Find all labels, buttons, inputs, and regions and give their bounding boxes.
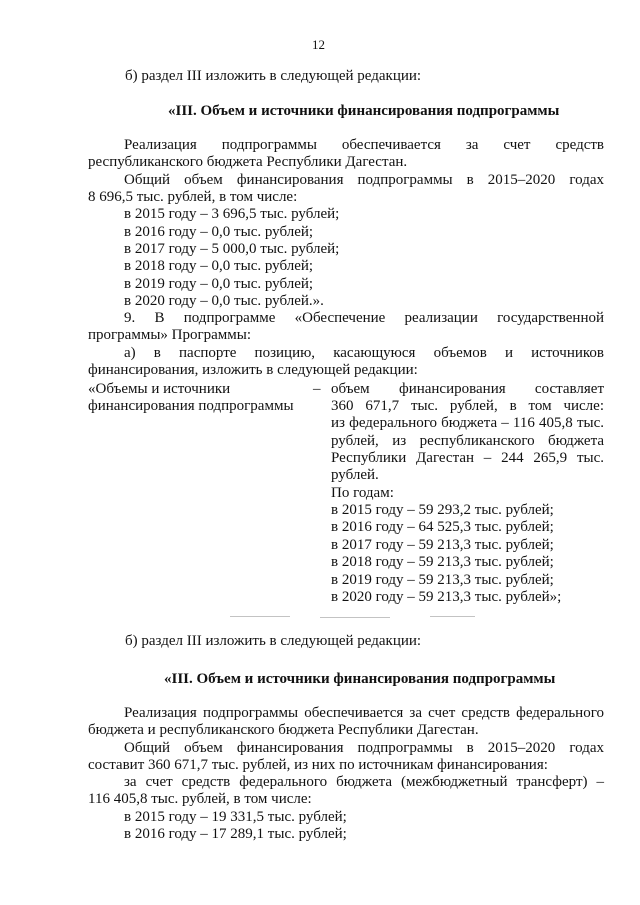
section2-heading: «III. Объем и источники финансирования подпрограммы xyxy=(164,671,556,687)
section1-intro: б) раздел III изложить в следующей редакции: xyxy=(125,68,422,84)
section2-p1-line1: Реализация подпрограммы обеспечивается за счет средств федерального xyxy=(124,705,604,721)
section2-p3-line1: за счет средств федерального бюджета (межбюджетный трансферт) – xyxy=(124,774,604,790)
item9-sub-a-line1: а) в паспорте позицию, касающуюся объемов и источников xyxy=(124,345,604,361)
passport-dash: – xyxy=(313,381,321,397)
section1-year-2016: в 2016 году – 0,0 тыс. рублей; xyxy=(124,224,314,240)
section2-p1-line2: бюджета и республиканского бюджета Республики Дагестан. xyxy=(88,722,479,738)
section1-p1-line2: республиканского бюджета Республики Дагестан. xyxy=(88,154,408,170)
passport-right-line4: рублей, из республиканского бюджета xyxy=(331,433,604,449)
scan-speck xyxy=(230,616,290,617)
passport-year-2019: в 2019 году – 59 213,3 тыс. рублей; xyxy=(331,572,554,588)
scan-speck xyxy=(430,616,475,617)
passport-left-line1: «Объемы и источники xyxy=(88,381,231,397)
passport-right-line5: Республики Дагестан – 244 265,9 тыс. xyxy=(331,450,604,466)
passport-year-2020: в 2020 году – 59 213,3 тыс. рублей»; xyxy=(331,589,562,605)
section2-p2-line2: составит 360 671,7 тыс. рублей, из них по источникам финансирования: xyxy=(88,757,548,773)
passport-right-line1: объем финансирования составляет xyxy=(331,381,604,397)
section2-p3-line2: 116 405,8 тыс. рублей, в том числе: xyxy=(88,791,312,807)
section1-year-2020: в 2020 году – 0,0 тыс. рублей.». xyxy=(124,293,324,309)
passport-by-years-label: По годам: xyxy=(331,485,394,501)
section2-year-2015: в 2015 году – 19 331,5 тыс. рублей; xyxy=(124,809,347,825)
section1-p1-line1: Реализация подпрограммы обеспечивается за счет средств xyxy=(124,137,604,153)
page-number: 12 xyxy=(312,37,325,52)
section1-year-2015: в 2015 году – 3 696,5 тыс. рублей; xyxy=(124,206,340,222)
scan-speck xyxy=(320,617,390,618)
section1-year-2017: в 2017 году – 5 000,0 тыс. рублей; xyxy=(124,241,340,257)
passport-year-2018: в 2018 году – 59 213,3 тыс. рублей; xyxy=(331,554,554,570)
section1-p2-line2: 8 696,5 тыс. рублей, в том числе: xyxy=(88,189,298,205)
passport-right-line2: 360 671,7 тыс. рублей, в том числе: xyxy=(331,398,604,414)
passport-right-line3: из федерального бюджета – 116 405,8 тыс. xyxy=(331,415,604,431)
section1-heading: «III. Объем и источники финансирования подпрограммы xyxy=(168,103,560,119)
section2-intro: б) раздел III изложить в следующей редакции: xyxy=(125,633,422,649)
item9-sub-a-line2: финансирования, изложить в следующей редакции: xyxy=(88,362,418,378)
passport-right-line6: рублей. xyxy=(331,467,379,483)
item9-line1: 9. В подпрограмме «Обеспечение реализации государственной xyxy=(124,310,604,326)
section1-p2-line1: Общий объем финансирования подпрограммы в 2015–2020 годах xyxy=(124,172,604,188)
section2-p2-line1: Общий объем финансирования подпрограммы в 2015–2020 годах xyxy=(124,740,604,756)
item9-line2: программы» Программы: xyxy=(88,327,252,343)
section1-year-2018: в 2018 году – 0,0 тыс. рублей; xyxy=(124,258,314,274)
passport-year-2015: в 2015 году – 59 293,2 тыс. рублей; xyxy=(331,502,554,518)
section1-year-2019: в 2019 году – 0,0 тыс. рублей; xyxy=(124,276,314,292)
passport-year-2016: в 2016 году – 64 525,3 тыс. рублей; xyxy=(331,519,554,535)
section2-year-2016: в 2016 году – 17 289,1 тыс. рублей; xyxy=(124,826,347,842)
passport-left-line2: финансирования подпрограммы xyxy=(88,398,294,414)
passport-year-2017: в 2017 году – 59 213,3 тыс. рублей; xyxy=(331,537,554,553)
